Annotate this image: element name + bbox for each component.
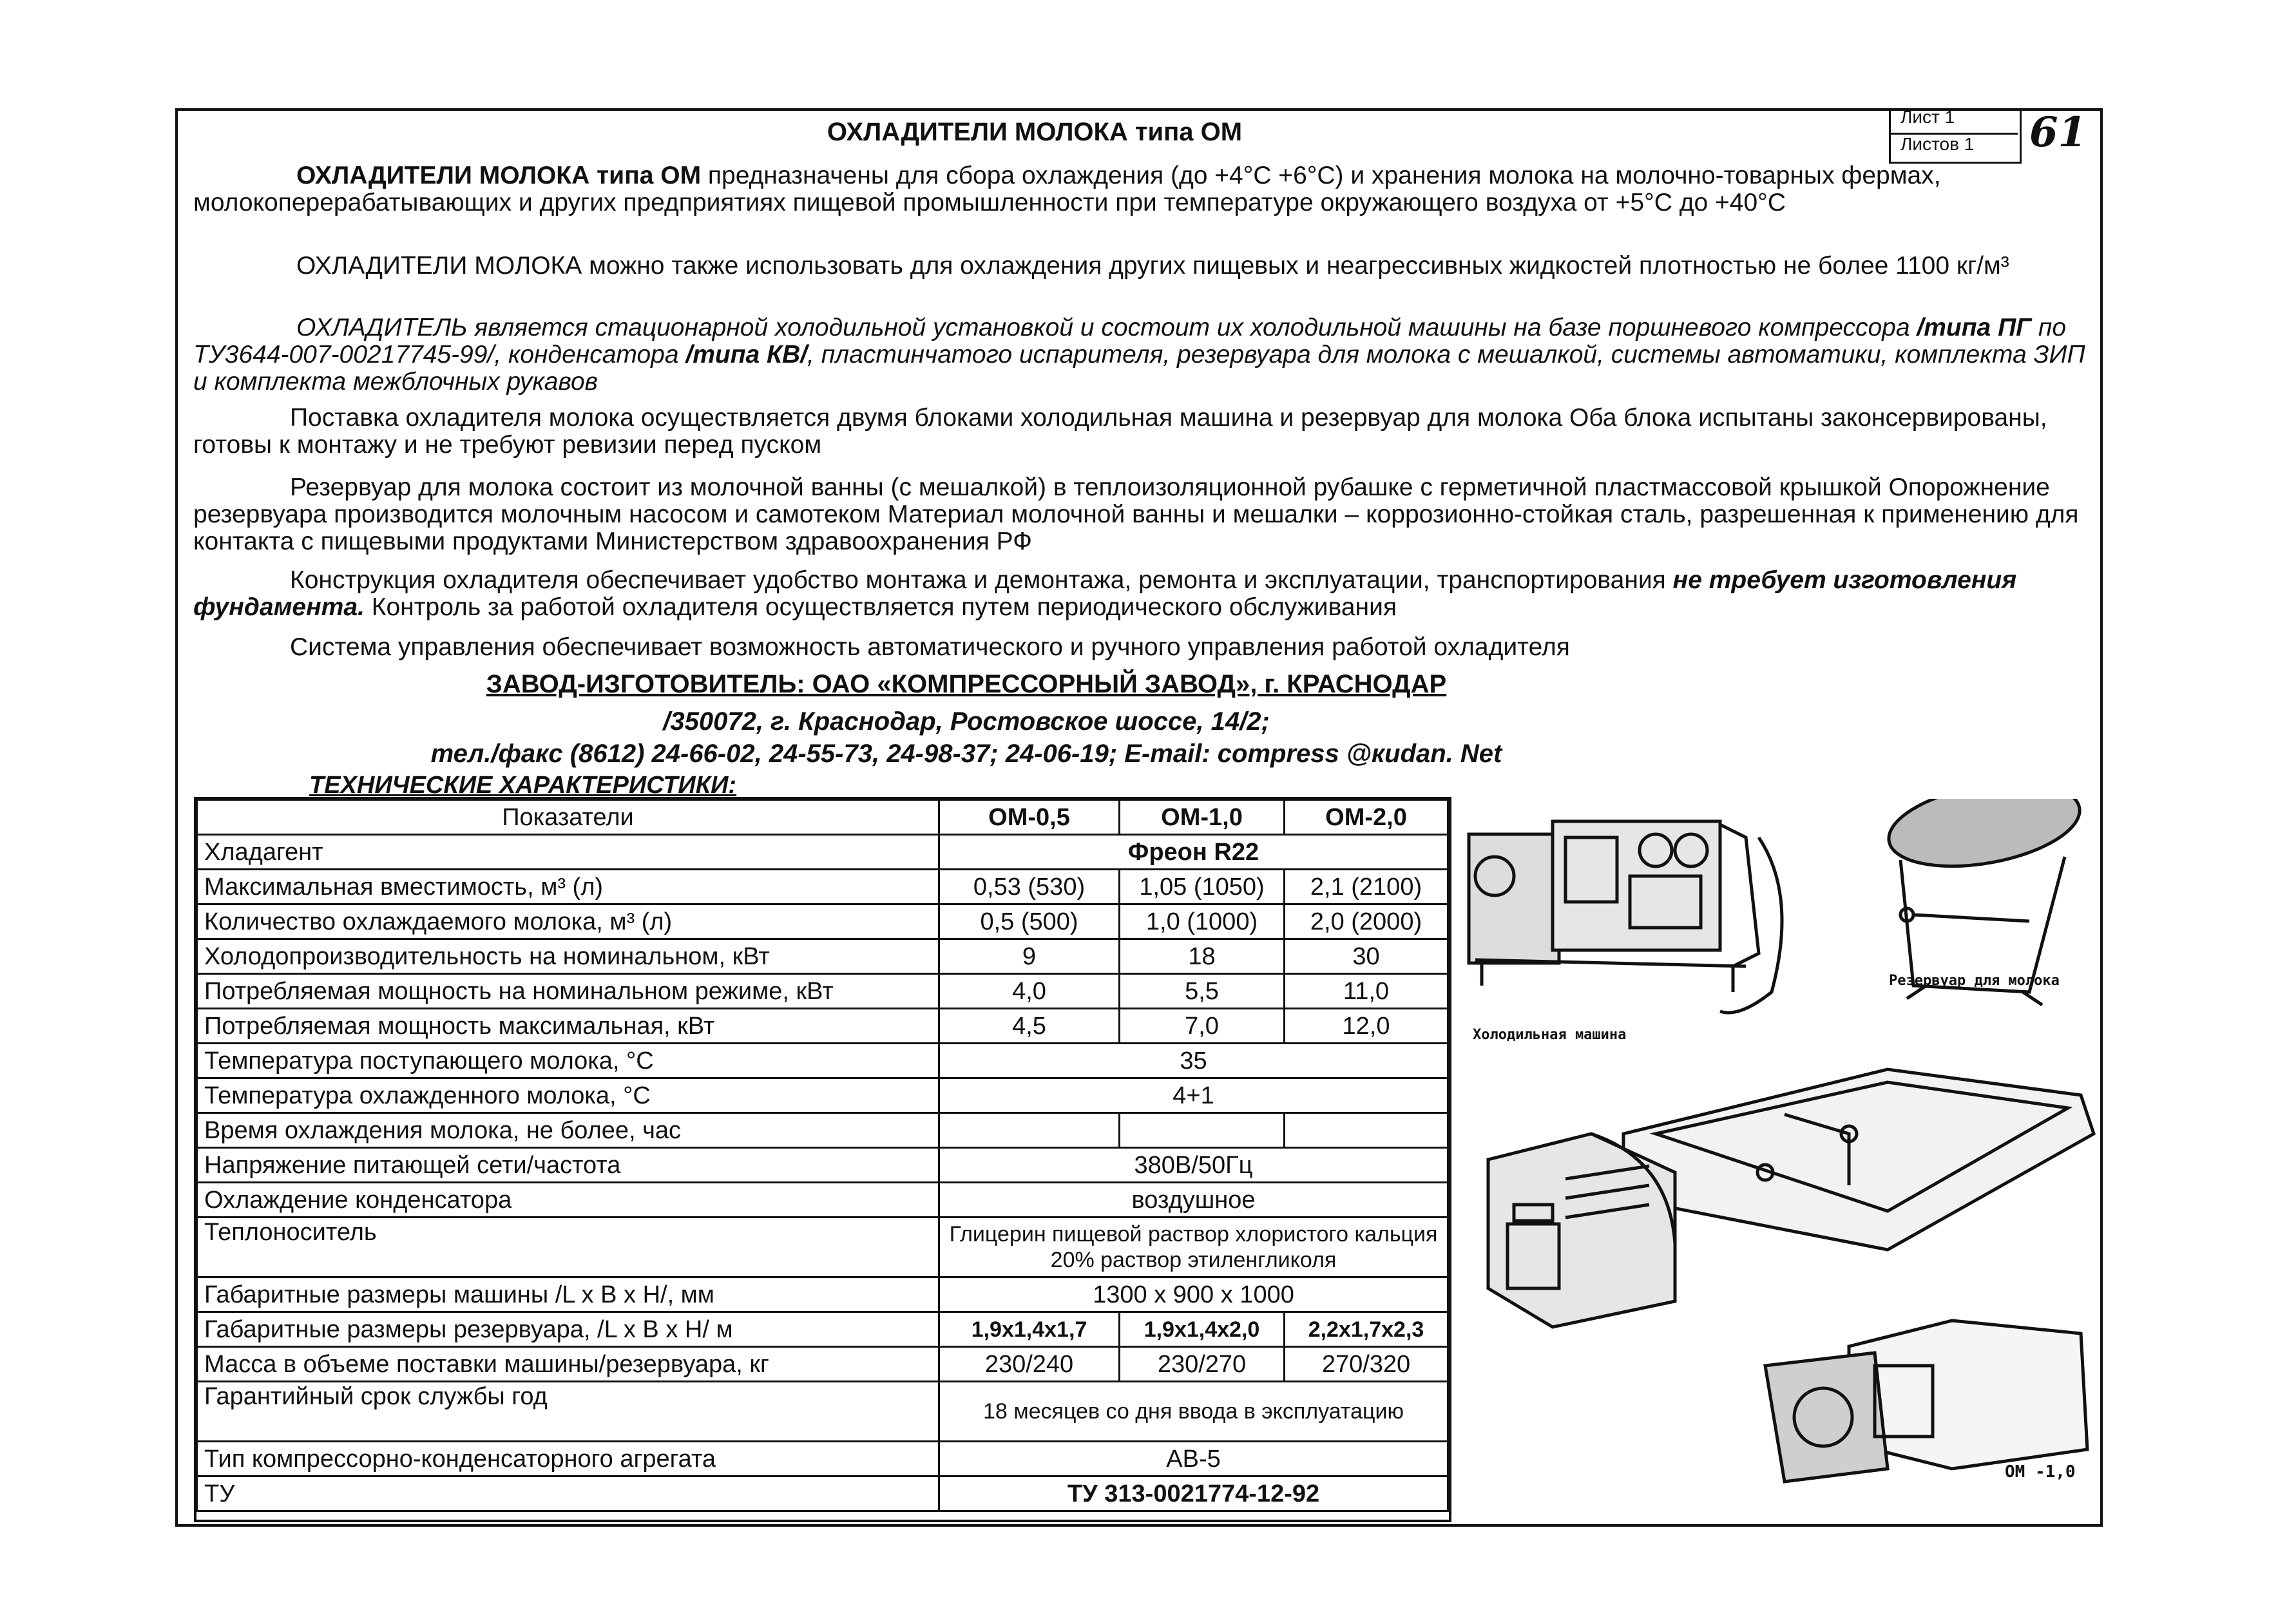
intro-p3-text-e: , пластинчатого испарителя, резервуара для молока с мешалкой, системы автоматики, комплекта ЗИП и комплекта межблочных рукавов xyxy=(193,341,2085,396)
table-row xyxy=(197,1442,1448,1476)
header-om-20: ОМ-2,0 xyxy=(1285,800,1448,835)
row-label: Максимальная вместимость, м³ (л) xyxy=(197,870,939,904)
table-row xyxy=(197,1148,1448,1183)
row-value-all-models: АВ-5 xyxy=(939,1442,1448,1476)
spec-table xyxy=(196,799,1449,1512)
page-number: 61 xyxy=(2029,108,2087,157)
row-value-all-models: 18 месяцев со дня ввода в эксплуатацию xyxy=(939,1382,1448,1442)
row-label: Время охлаждения молока, не более, час xyxy=(197,1113,939,1148)
row-value-all-models: Глицерин пищевой раствор хлористого кальция 20% раствор этиленгликоля xyxy=(939,1218,1448,1277)
row-value: 230/270 xyxy=(1120,1347,1285,1382)
intro-p1-text: предназначены для сбора охлаждения (до +4°С +6°С) и хранения молока на молочно-товарных фермах, молокоперерабатывающих и других предприятиях пищевой промышленности при температуре окружающего воздуха от +5°С до +40°С xyxy=(193,162,1941,216)
row-label: Масса в объеме поставки машины/резервуара, кг xyxy=(197,1347,939,1382)
intro-paragraph-1 xyxy=(193,162,2087,216)
row-value-all-models: 1300 х 900 х 1000 xyxy=(939,1277,1448,1312)
row-value: 0,5 (500) xyxy=(939,904,1120,939)
intro-p7-text: Система управления обеспечивает возможность автоматического и ручного управления работой охладителя xyxy=(290,633,1570,661)
row-value: 4,5 xyxy=(939,1009,1120,1044)
om-unit-drawing xyxy=(1765,1321,2087,1482)
table-row xyxy=(197,1382,1448,1442)
row-label: Потребляемая мощность на номинальном режиме, кВт xyxy=(197,974,939,1009)
table-row xyxy=(197,1347,1448,1382)
table-row xyxy=(197,835,1448,870)
row-value: 12,0 xyxy=(1285,1009,1448,1044)
table-row xyxy=(197,974,1448,1009)
row-label: Гарантийный срок службы год xyxy=(197,1382,939,1442)
refrigeration-machine-drawing xyxy=(1469,821,1782,1013)
row-value: 1,0 (1000) xyxy=(1120,904,1285,939)
table-row xyxy=(197,1218,1448,1277)
equipment-illustrations xyxy=(1462,799,2107,1533)
table-header-row xyxy=(197,800,1448,835)
intro-paragraph-2 xyxy=(193,253,2087,280)
intro-p3-text-c: по ТУ3644-007-00217745-99/, конденсатора xyxy=(193,314,2067,368)
intro-paragraph-6 xyxy=(193,567,2087,621)
intro-p3-text-a: ОХЛАДИТЕЛЬ является стационарной холодильной установкой и состоит их холодильной машины на базе поршневого компрессора xyxy=(296,314,1917,341)
row-value-all-models: 35 xyxy=(939,1044,1448,1078)
row-value: 18 xyxy=(1120,939,1285,974)
row-value: 1,05 (1050) xyxy=(1120,870,1285,904)
intro-p4-text: Поставка охладителя молока осуществляется двумя блоками холодильная машина и резервуар для молока Оба блока испытаны законсервированы, готовы к монтажу и не требуют ревизии перед пуском xyxy=(193,404,2047,459)
row-label: Хладагент xyxy=(197,835,939,870)
header-indicator: Показатели xyxy=(197,800,939,835)
sheet-label: Лист 1 xyxy=(1900,107,1955,127)
intro-p6-text-c: Контроль за работой охладителя осуществляется путем периодического обслуживания xyxy=(364,593,1397,621)
table-row xyxy=(197,1009,1448,1044)
row-value: 230/240 xyxy=(939,1347,1120,1382)
refrigeration-machine-caption: Холодильная машина xyxy=(1473,1027,1627,1043)
table-row xyxy=(197,870,1448,904)
row-value: 2,1 (2100) xyxy=(1285,870,1448,904)
row-value-all-models: Фреон R22 xyxy=(939,835,1448,870)
manufacturer-address: /350072, г. Краснодар, Ростовское шоссе, 14/2; xyxy=(663,707,1270,736)
row-label: Тип компрессорно-конденсаторного агрегата xyxy=(197,1442,939,1476)
model-caption: ОМ -1,0 xyxy=(2005,1462,2076,1482)
row-value: 9 xyxy=(939,939,1120,974)
manufacturer-name: ЗАВОД-ИЗГОТОВИТЕЛЬ: ОАО «КОМПРЕССОРНЫЙ ЗАВОД», г. КРАСНОДАР xyxy=(486,670,1447,698)
row-label: Температура поступающего молока, °С xyxy=(197,1044,939,1078)
intro-paragraph-3 xyxy=(193,314,2087,396)
row-value-all-models: ТУ 313-0021774-12-92 xyxy=(939,1476,1448,1511)
row-label: Охлаждение конденсатора xyxy=(197,1183,939,1218)
header-om-05: ОМ-0,5 xyxy=(939,800,1120,835)
table-row xyxy=(197,904,1448,939)
row-value-all-models: 380В/50Гц xyxy=(939,1148,1448,1183)
row-value xyxy=(1120,1113,1285,1148)
row-label: Температура охлажденного молока, °С xyxy=(197,1078,939,1113)
intro-paragraph-7 xyxy=(193,634,2087,661)
row-label: Количество охлаждаемого молока, м³ (л) xyxy=(197,904,939,939)
row-value: 1,9x1,4x2,0 xyxy=(1120,1312,1285,1347)
table-row xyxy=(197,1044,1448,1078)
row-label: Теплоноситель xyxy=(197,1218,939,1277)
row-value-all-models: 4+1 xyxy=(939,1078,1448,1113)
milk-tank-caption: Резервуар для молока xyxy=(1889,973,2060,989)
row-value xyxy=(1285,1113,1448,1148)
sheets-count-label: Листов 1 xyxy=(1900,134,1975,154)
intro-p5-text: Резервуар для молока состоит из молочной ванны (с мешалкой) в теплоизоляционной рубашке с герметичной пластмассовой крышкой Опорожнение резервуара производится молочным насосом и самотеком Материал молочной ванны и мешалки – коррозионно-стойкая сталь, разрешенная к применению для контакта с пищевыми продуктами Министерством здравоохранения РФ xyxy=(193,473,2079,555)
page-title: ОХЛАДИТЕЛИ МОЛОКА типа ОМ xyxy=(827,118,1243,146)
intro-bold-lead: ОХЛАДИТЕЛИ МОЛОКА типа ОМ xyxy=(296,162,702,189)
row-value: 2,0 (2000) xyxy=(1285,904,1448,939)
row-value xyxy=(939,1113,1120,1148)
intro-p6-text-a: Конструкция охладителя обеспечивает удобство монтажа и демонтажа, ремонта и эксплуатации, транспортирования xyxy=(290,566,1673,594)
tech-specs-title: ТЕХНИЧЕСКИЕ ХАРАКТЕРИСТИКИ: xyxy=(309,772,737,799)
table-row xyxy=(197,1312,1448,1347)
table-row xyxy=(197,1277,1448,1312)
row-value: 2,2x1,7x2,3 xyxy=(1285,1312,1448,1347)
intro-paragraph-5 xyxy=(193,474,2087,555)
intro-p3-bold-a: /типа ПГ xyxy=(1917,314,2032,341)
intro-p2-text: ОХЛАДИТЕЛИ МОЛОКА можно также использовать для охлаждения других пищевых и неагрессивных жидкостей плотностью не более 1100 кг/м³ xyxy=(296,252,2009,280)
row-label: Габаритные размеры машины /L x B x H/, мм xyxy=(197,1277,939,1312)
manufacturer-contacts: тел./факс (8612) 24-66-02, 24-55-73, 24-98-37; 24-06-19; E-mail: compress @кudan. Net xyxy=(430,740,1502,768)
row-value: 30 xyxy=(1285,939,1448,974)
row-value: 11,0 xyxy=(1285,974,1448,1009)
table-row xyxy=(197,1113,1448,1148)
table-row xyxy=(197,1476,1448,1511)
intro-p6-bold: не требует изготовления фундамента. xyxy=(193,566,2017,621)
row-value: 1,9x1,4x1,7 xyxy=(939,1312,1120,1347)
row-value: 7,0 xyxy=(1120,1009,1285,1044)
table-row xyxy=(197,1078,1448,1113)
intro-paragraph-4 xyxy=(193,405,2087,459)
intro-p3-bold-d: /типа КВ/ xyxy=(685,341,808,368)
row-value: 4,0 xyxy=(939,974,1120,1009)
table-row xyxy=(197,1183,1448,1218)
horizontal-cooler-drawing xyxy=(1488,1069,2094,1327)
row-value: 5,5 xyxy=(1120,974,1285,1009)
frame-left xyxy=(175,108,178,1525)
row-label: Холодопроизводительность на номинальном, кВт xyxy=(197,939,939,974)
row-label: Напряжение питающей сети/частота xyxy=(197,1148,939,1183)
row-value: 270/320 xyxy=(1285,1347,1448,1382)
row-label: ТУ xyxy=(197,1476,939,1511)
row-label: Габаритные размеры резервуара, /L x B x H/ м xyxy=(197,1312,939,1347)
header-om-10: ОМ-1,0 xyxy=(1120,800,1285,835)
row-value-all-models: воздушное xyxy=(939,1183,1448,1218)
table-row xyxy=(197,939,1448,974)
row-value: 0,53 (530) xyxy=(939,870,1120,904)
row-label: Потребляемая мощность максимальная, кВт xyxy=(197,1009,939,1044)
